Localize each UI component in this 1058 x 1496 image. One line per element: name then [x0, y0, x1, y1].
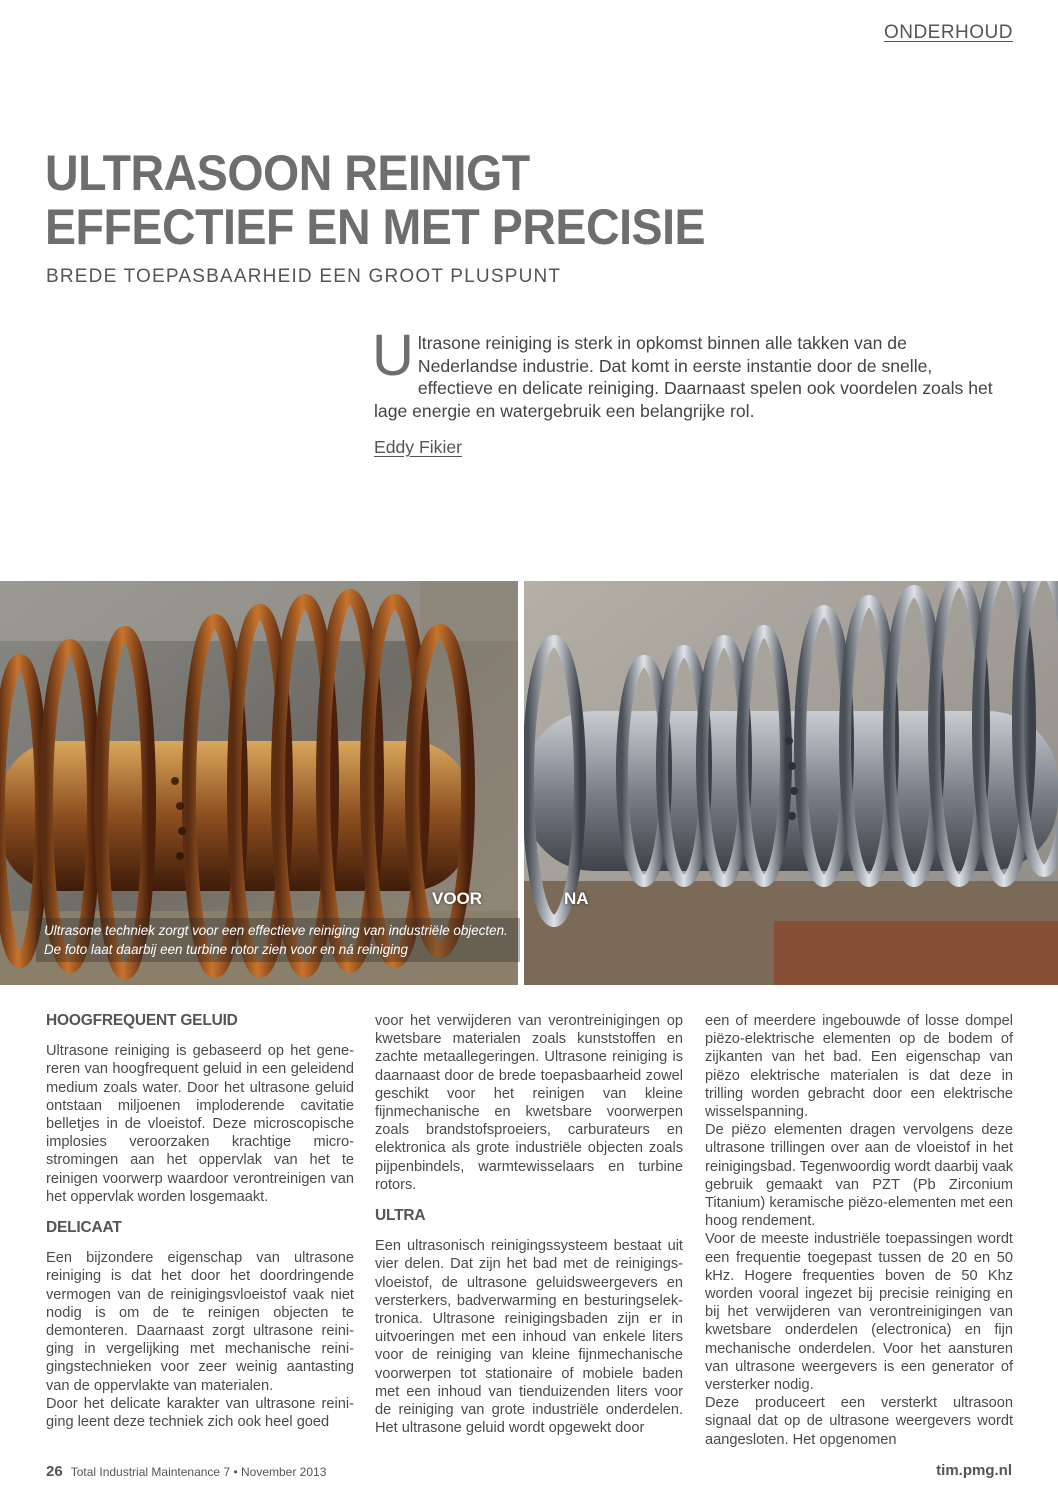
- author-link[interactable]: Eddy Fikier: [374, 437, 462, 457]
- caption-line-2: De foto laat daarbij een turbine rotor zien voor en ná reiniging: [44, 942, 409, 957]
- after-label: NA: [564, 889, 589, 908]
- paragraph: De piëzo elementen dragen vervolgens deze ultrasone trillingen over aan de vloeistof in het reinigingsbad. Tegenwoordig wordt daarbij vaak gebruik gemaakt van PZT (Pb Zirconium Titanium) keramische piëzo-elementen met een hoog rendement.: [705, 1122, 1014, 1230]
- heading-delicaat: DELICAAT: [46, 1219, 122, 1237]
- photo-caption: [36, 918, 520, 962]
- paragraph: een of meerdere ingebouwde of losse dompel piëzo-elektrische elementen op de bodem of zijkanten van het bad. Een eigenschap van piëzo elektrische materialen is dat deze in trilling worden gebracht door een elektrische wisselspanning.: [705, 1013, 1013, 1121]
- body-column-3: [705, 1012, 1013, 1449]
- heading-hoogfrequent-geluid: HOOGFREQUENT GELUID: [46, 1012, 238, 1029]
- website-link[interactable]: tim.pmg.nl: [936, 1462, 1012, 1479]
- section-label: ONDERHOUD: [883, 22, 1013, 43]
- before-label: VOOR: [432, 889, 483, 908]
- article-subtitle: BREDE TOEPASBAARHEID EEN GROOT PLUSPUNT: [46, 266, 562, 287]
- paragraph: voor het verwijderen van verontreinigingen op kwetsbare materialen zoals kunststoffen en zachte metaallegeringen. Ultrasone reiniging is daarnaast door de brede toepasbaarheid zowel geschikt voor het reinigen van kleine fijnmechanische en kwetsbare voorwerpen zoals brandstofsproeiers, carburateurs en elektronica als grote industriële objecten zoals pijpenbindels, warmtewisselaars en turbine rotors.: [375, 1013, 683, 1193]
- heading-ultra: ULTRA: [375, 1207, 426, 1225]
- headline-line-2: EFFECTIEF EN MET PRECISIE: [45, 199, 706, 255]
- headline-line-1: ULTRASOON REINIGT: [45, 145, 530, 201]
- paragraph: Een ultrasonisch reinigingssysteem bestaat uit vier delen. Dat zijn het bad met de reinigingsvloeistof, de ultrasone geluidsweergevers en versterkers, badverwarming en besturingselektronica. Ultrasone reinigingsbaden zijn er in uitvoeringen met een inhoud van enkele liters voor de reiniging van kleine fijnmechanische voorwerpen tot stationaire of mobiele baden met een inhoud van tienduizenden liters voor de reiniging van grote industriële onderdelen. Het ultrasone geluid wordt opgewekt door: [375, 1238, 683, 1437]
- paragraph: Ultrasone reiniging is gebaseerd op het genereren van hoogfrequent geluid in een geleidend medium zoals water. Door het ultrasone geluid ontstaan miljoenen imploderende cavitatie belletjes in de vloeistof. Deze microscopische implosies veroorzaken krachtige microstromingen aan het oppervlak van het te reinigen voorwerp waardoor verontreinigen van het oppervlak worden losgemaakt.: [46, 1043, 354, 1205]
- body-column-1: [46, 1012, 354, 1431]
- body-column-2: [375, 1012, 683, 1437]
- drop-cap: U: [372, 323, 414, 388]
- paragraph: Deze produceert een versterkt ultrasoon signaal dat op de ultrasone weergevers wordt aangesloten. Het opgenomen: [705, 1395, 1013, 1448]
- photo-after: [524, 581, 1058, 985]
- paragraph: Door het delicate karakter van ultrasone reiniging leent deze techniek zich ook heel goed: [46, 1395, 354, 1431]
- turbine-after-image: [524, 581, 1058, 985]
- paragraph: Een bijzondere eigenschap van ultrasone reiniging is dat het door het doordringende vermogen van de reinigingsvloeistof vaak niet nodig is om de te reinigen objecten te demonteren. Daarnaast zorgt ultrasone reiniging in vergelijking met mechanische reinigingstechnieken voor zeer weinig aantasting van de oppervlakte van materialen.: [46, 1250, 354, 1394]
- article-intro: [372, 323, 1006, 422]
- article-headline: [45, 146, 882, 254]
- page-number: 26: [46, 1463, 63, 1480]
- caption-line-1: Ultrasone techniek zorgt voor een effectieve reiniging van industriële objecten.: [44, 923, 508, 938]
- publication-info: Total Industrial Maintenance 7 • November 2013: [70, 1465, 327, 1479]
- page-footer: [46, 1463, 326, 1480]
- paragraph: Voor de meeste industriële toepassingen wordt een frequentie toegepast tussen de 20 en 50 kHz. Hogere frequenties boven de 50 Khz worden vooral ingezet bij precisie reiniging en bij het verwijderen van verontreinigingen van kwetsbare onderdelen (electronica) en fijn mechanische onderdelen. Voor het aansturen van ultrasone weergevers is een generator of versterker nodig.: [705, 1231, 1013, 1394]
- intro-text: ltrasone reiniging is sterk in opkomst binnen alle takken van de Nederlandse industrie. Dat komt in eerste instantie door de snelle, effectieve en delicate reiniging. Daarnaast spelen ook voordelen zoals het lage energie en watergebruik een belangrijke rol.: [374, 333, 993, 421]
